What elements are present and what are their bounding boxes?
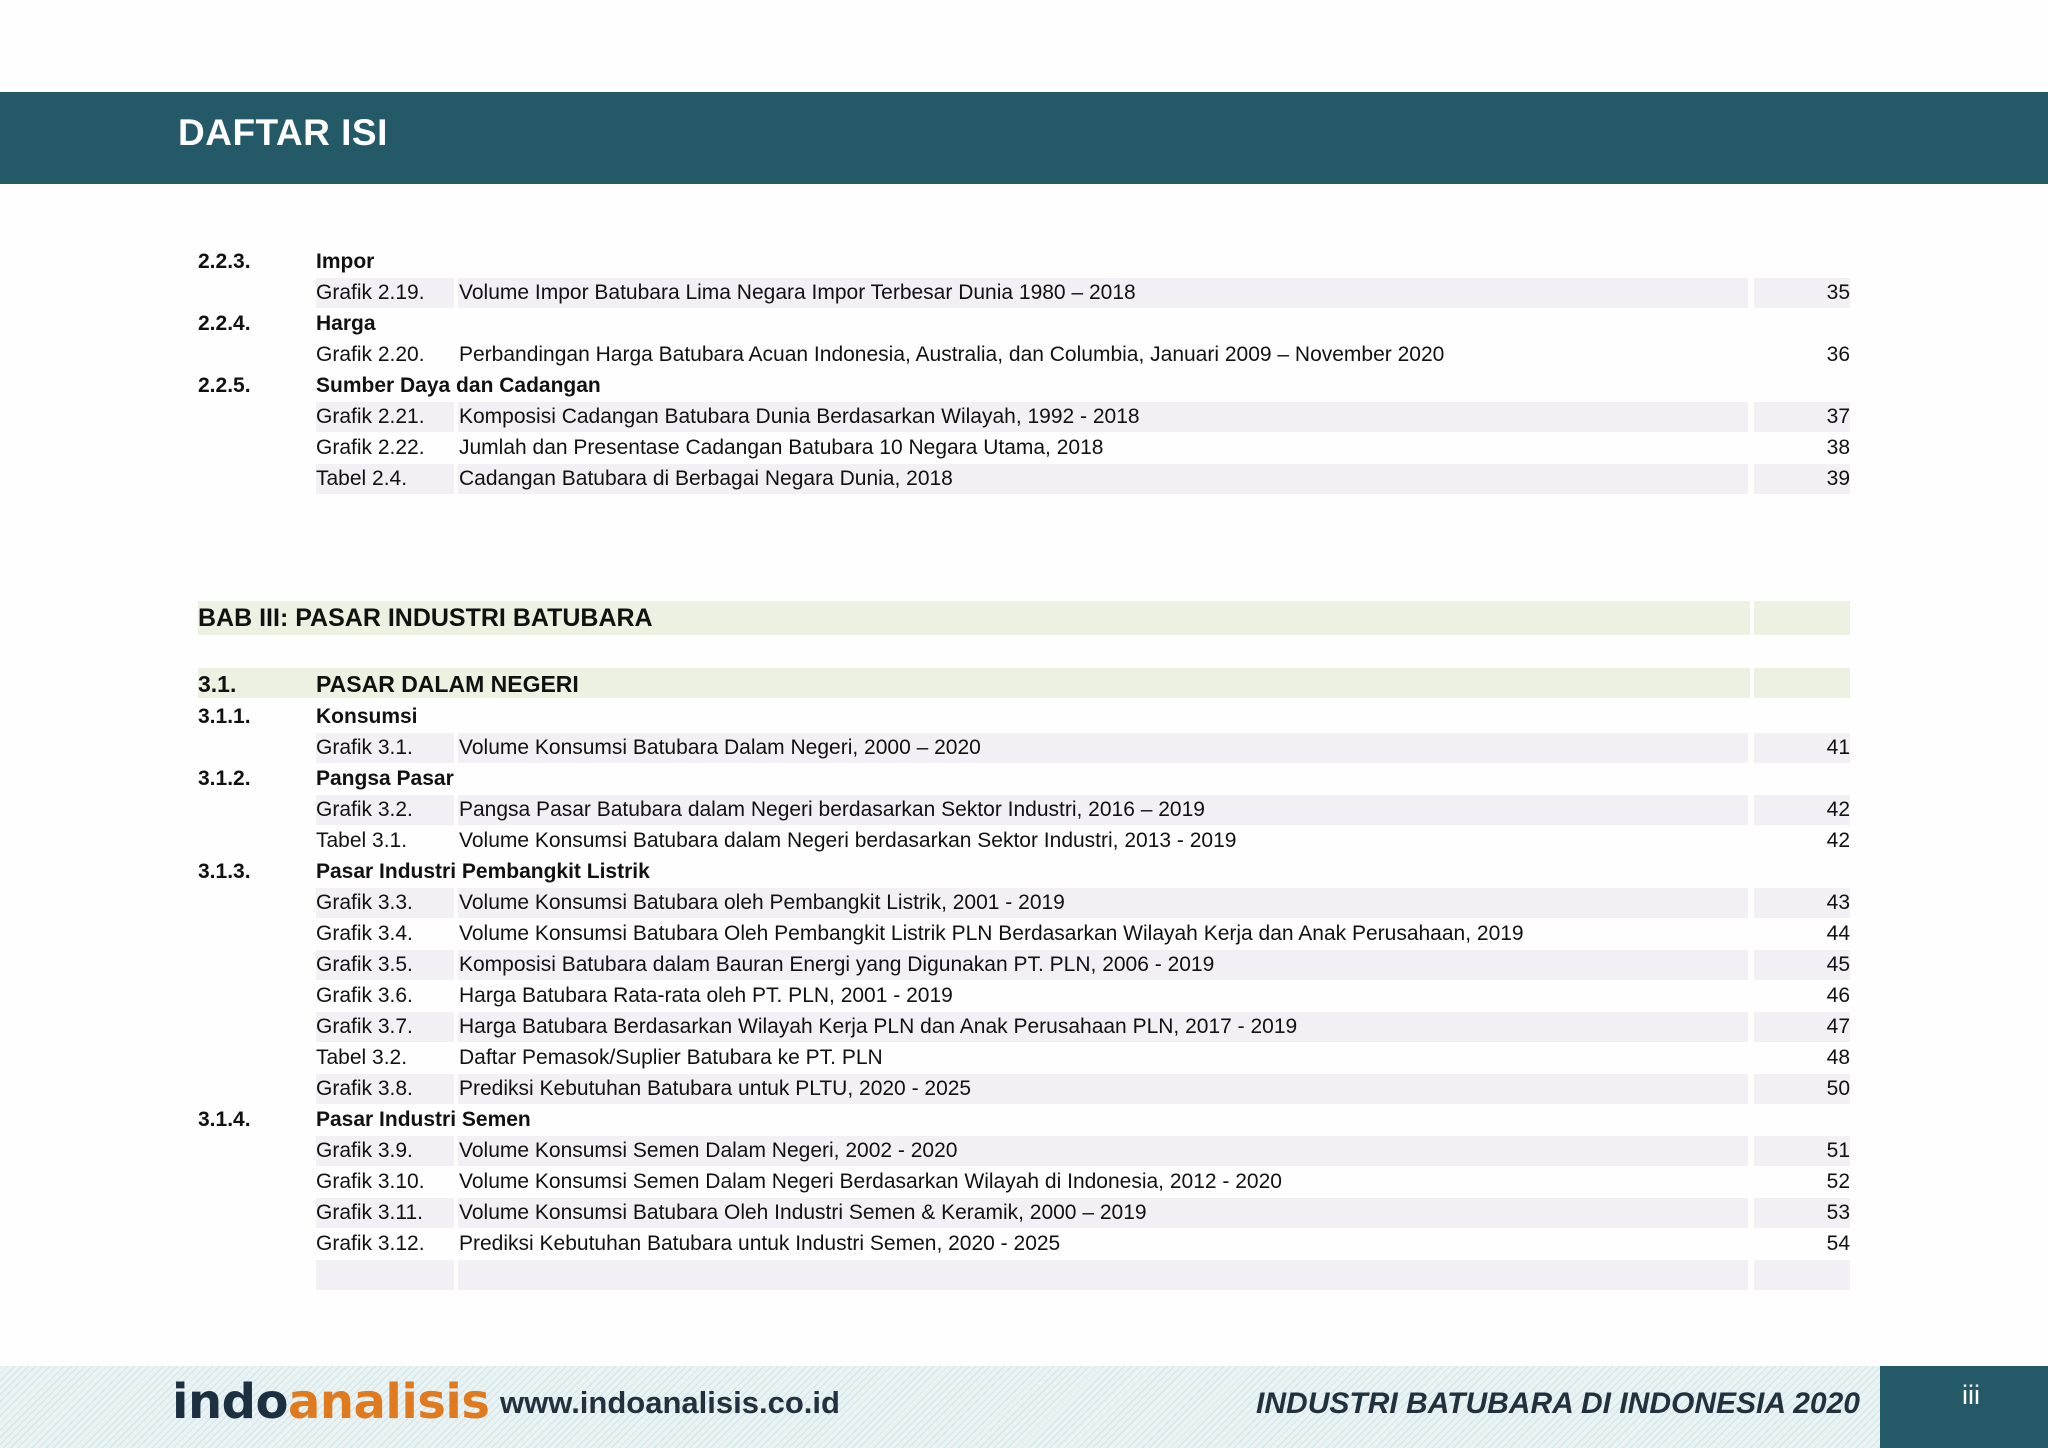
entry-label: Grafik 3.12. bbox=[316, 1232, 425, 1255]
entry-page-number: 45 bbox=[1826, 953, 1850, 976]
entry-description: Daftar Pemasok/Suplier Batubara ke PT. PLN bbox=[459, 1046, 883, 1069]
logo-part-analisis: analisis bbox=[287, 1374, 490, 1430]
section-title: PASAR DALAM NEGERI bbox=[316, 671, 579, 697]
entry-description: Prediksi Kebutuhan Batubara untuk Industri Semen, 2020 - 2025 bbox=[459, 1232, 1061, 1255]
toc-entry[interactable] bbox=[198, 1198, 1850, 1228]
entry-description: Prediksi Kebutuhan Batubara untuk PLTU, 2020 - 2025 bbox=[459, 1077, 972, 1100]
entry-description: Volume Konsumsi Batubara Oleh Industri Semen & Keramik, 2000 – 2019 bbox=[459, 1201, 1147, 1224]
toc-subsection bbox=[198, 309, 1850, 339]
entry-label: Grafik 3.5. bbox=[316, 953, 413, 976]
toc-entry[interactable] bbox=[198, 340, 1850, 370]
entry-page-number: 38 bbox=[1826, 436, 1850, 459]
entry-label: Grafik 3.11. bbox=[316, 1201, 423, 1224]
toc-entry[interactable] bbox=[198, 1012, 1850, 1042]
subsection-number: 3.1.2. bbox=[198, 767, 251, 790]
entry-label: Grafik 2.20. bbox=[316, 343, 425, 366]
toc-entry[interactable] bbox=[198, 433, 1850, 463]
entry-description: Jumlah dan Presentase Cadangan Batubara 10 Negara Utama, 2018 bbox=[459, 436, 1104, 459]
section-heading[interactable] bbox=[198, 668, 1850, 698]
subsection-title: Konsumsi bbox=[316, 705, 418, 728]
entry-label: Grafik 2.19. bbox=[316, 281, 425, 304]
toc-subsection bbox=[198, 764, 1850, 794]
page-title: DAFTAR ISI bbox=[178, 112, 388, 153]
toc-subsection bbox=[198, 247, 1850, 277]
entry-page-number: 52 bbox=[1826, 1170, 1850, 1193]
toc-subsection bbox=[198, 857, 1850, 887]
toc-entry[interactable] bbox=[198, 981, 1850, 1011]
entry-page-number: 46 bbox=[1826, 984, 1850, 1007]
entry-description: Volume Konsumsi Batubara Oleh Pembangkit Listrik PLN Berdasarkan Wilayah Kerja dan Anak Perusahaan, 2019 bbox=[459, 922, 1524, 945]
entry-page-number: 36 bbox=[1826, 343, 1850, 366]
section-number: 3.1. bbox=[198, 671, 237, 697]
subsection-title: Impor bbox=[316, 250, 375, 273]
entry-description: Volume Konsumsi Batubara Dalam Negeri, 2000 – 2020 bbox=[459, 736, 981, 759]
toc-entry[interactable] bbox=[198, 1229, 1850, 1259]
toc-entry[interactable] bbox=[198, 795, 1850, 825]
subsection-number: 3.1.1. bbox=[198, 705, 251, 728]
entry-label: Grafik 3.3. bbox=[316, 891, 413, 914]
toc-entry[interactable] bbox=[198, 950, 1850, 980]
entry-page-number: 51 bbox=[1826, 1139, 1850, 1162]
subsection-number: 3.1.4. bbox=[198, 1108, 251, 1131]
toc-subsection bbox=[198, 1105, 1850, 1135]
indoanalisis-logo bbox=[172, 1374, 489, 1430]
subsection-number: 2.2.3. bbox=[198, 250, 251, 273]
website-url[interactable]: www.indoanalisis.co.id bbox=[500, 1385, 840, 1420]
entry-label: Grafik 3.8. bbox=[316, 1077, 413, 1100]
entry-description: Pangsa Pasar Batubara dalam Negeri berdasarkan Sektor Industri, 2016 – 2019 bbox=[459, 798, 1205, 821]
entry-label: Grafik 2.22. bbox=[316, 436, 425, 459]
toc-entry[interactable] bbox=[198, 1074, 1850, 1104]
subsection-title: Pasar Industri Pembangkit Listrik bbox=[316, 860, 650, 883]
chapter-title: BAB III: PASAR INDUSTRI BATUBARA bbox=[198, 604, 653, 632]
toc-entry[interactable] bbox=[198, 1136, 1850, 1166]
entry-label: Tabel 3.1. bbox=[316, 829, 408, 852]
entry-label: Grafik 3.10. bbox=[316, 1170, 425, 1193]
subsection-title: Pasar Industri Semen bbox=[316, 1108, 531, 1131]
entry-label: Grafik 3.4. bbox=[316, 922, 413, 945]
entry-label: Grafik 2.21. bbox=[316, 405, 425, 428]
entry-page-number: 54 bbox=[1826, 1232, 1850, 1255]
toc-entry[interactable] bbox=[198, 278, 1850, 308]
toc-subsection bbox=[198, 702, 1850, 732]
entry-description: Perbandingan Harga Batubara Acuan Indonesia, Australia, dan Columbia, Januari 2009 – November 2020 bbox=[459, 343, 1445, 366]
toc-subsection bbox=[198, 371, 1850, 401]
entry-page-number: 43 bbox=[1826, 891, 1850, 914]
entry-description: Harga Batubara Berdasarkan Wilayah Kerja PLN dan Anak Perusahaan PLN, 2017 - 2019 bbox=[459, 1015, 1298, 1038]
toc-entry[interactable] bbox=[198, 826, 1850, 856]
toc-entry[interactable] bbox=[198, 464, 1850, 494]
entry-label: Grafik 3.9. bbox=[316, 1139, 413, 1162]
empty-row bbox=[198, 1260, 1850, 1290]
subsection-number: 2.2.4. bbox=[198, 312, 251, 335]
entry-page-number: 53 bbox=[1826, 1201, 1850, 1224]
entry-description: Volume Konsumsi Semen Dalam Negeri, 2002 - 2020 bbox=[459, 1139, 958, 1162]
entry-page-number: 37 bbox=[1826, 405, 1850, 428]
subsection-title: Harga bbox=[316, 312, 376, 335]
entry-page-number: 39 bbox=[1826, 467, 1850, 490]
entry-page-number: 42 bbox=[1826, 829, 1850, 852]
entry-description: Volume Impor Batubara Lima Negara Impor Terbesar Dunia 1980 – 2018 bbox=[459, 281, 1136, 304]
toc-entry[interactable] bbox=[198, 919, 1850, 949]
entry-description: Cadangan Batubara di Berbagai Negara Dunia, 2018 bbox=[459, 467, 953, 490]
toc-entry[interactable] bbox=[198, 402, 1850, 432]
toc-entry[interactable] bbox=[198, 733, 1850, 763]
logo-part-indo: indo bbox=[172, 1374, 288, 1430]
entry-description: Volume Konsumsi Semen Dalam Negeri Berdasarkan Wilayah di Indonesia, 2012 - 2020 bbox=[459, 1170, 1282, 1193]
subsection-title: Pangsa Pasar bbox=[316, 767, 454, 790]
entry-page-number: 41 bbox=[1826, 736, 1850, 759]
entry-label: Grafik 3.1. bbox=[316, 736, 413, 759]
subsection-number: 2.2.5. bbox=[198, 374, 251, 397]
entry-page-number: 47 bbox=[1826, 1015, 1850, 1038]
entry-label: Tabel 3.2. bbox=[316, 1046, 408, 1069]
subsection-title: Sumber Daya dan Cadangan bbox=[316, 374, 601, 397]
entry-label: Grafik 3.6. bbox=[316, 984, 413, 1007]
entry-description: Volume Konsumsi Batubara dalam Negeri berdasarkan Sektor Industri, 2013 - 2019 bbox=[459, 829, 1237, 852]
toc-entry[interactable] bbox=[198, 1043, 1850, 1073]
entry-description: Komposisi Cadangan Batubara Dunia Berdasarkan Wilayah, 1992 - 2018 bbox=[459, 405, 1140, 428]
subsection-number: 3.1.3. bbox=[198, 860, 251, 883]
toc-entry[interactable] bbox=[198, 888, 1850, 918]
entry-page-number: 50 bbox=[1826, 1077, 1850, 1100]
entry-label: Grafik 3.2. bbox=[316, 798, 413, 821]
entry-label: Grafik 3.7. bbox=[316, 1015, 413, 1038]
entry-label: Tabel 2.4. bbox=[316, 467, 408, 490]
entry-description: Komposisi Batubara dalam Bauran Energi yang Digunakan PT. PLN, 2006 - 2019 bbox=[459, 953, 1215, 976]
entry-description: Volume Konsumsi Batubara oleh Pembangkit Listrik, 2001 - 2019 bbox=[459, 891, 1065, 914]
entry-description: Harga Batubara Rata-rata oleh PT. PLN, 2001 - 2019 bbox=[459, 984, 953, 1007]
entry-page-number: 35 bbox=[1826, 281, 1850, 304]
chapter-heading[interactable] bbox=[198, 601, 1850, 635]
entry-page-number: 42 bbox=[1826, 798, 1850, 821]
entry-page-number: 48 bbox=[1826, 1046, 1850, 1069]
entry-page-number: 44 bbox=[1826, 922, 1850, 945]
report-title: INDUSTRI BATUBARA DI INDONESIA 2020 bbox=[1256, 1387, 1860, 1420]
page-number: iii bbox=[1962, 1380, 1980, 1410]
toc-entry[interactable] bbox=[198, 1167, 1850, 1197]
